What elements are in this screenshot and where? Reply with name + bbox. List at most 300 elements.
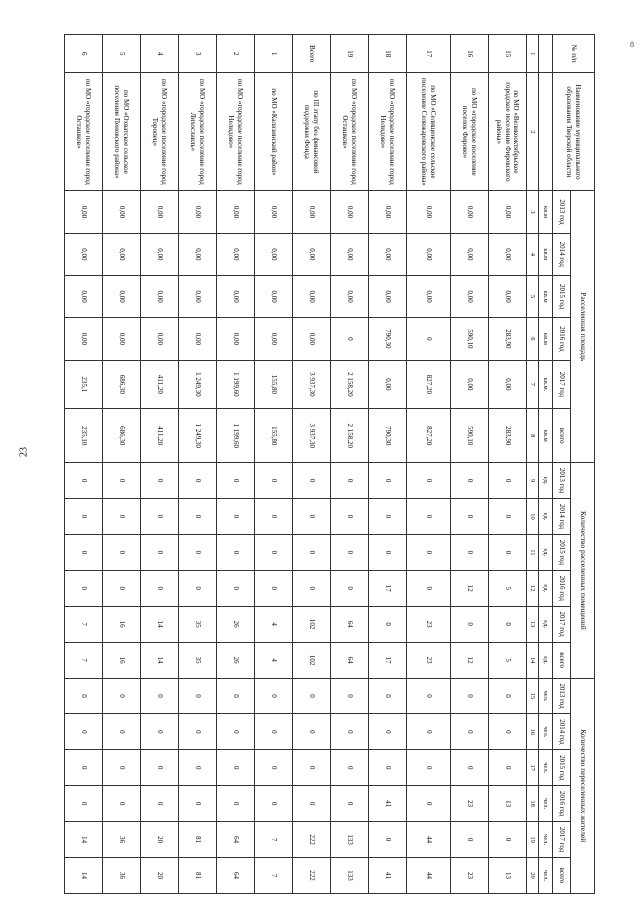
header-year: 2015 год <box>553 750 571 786</box>
table-row <box>255 35 293 894</box>
value-cell: 0,00 <box>217 191 255 233</box>
value-cell: 0 <box>331 678 369 714</box>
unit-cell: кв.м <box>539 409 553 463</box>
value-cell: 0 <box>179 499 217 535</box>
unit-cell: кв.м <box>539 191 553 233</box>
header-group-residents: Количество переселенных жителей <box>571 678 595 893</box>
value-cell: 64 <box>217 822 255 858</box>
municipality-name: по МО «городское поселение город Лихославль» <box>179 73 217 191</box>
value-cell: 590,10 <box>451 318 489 360</box>
value-cell: 14 <box>65 858 103 894</box>
value-cell: 0 <box>489 606 527 642</box>
table-row <box>407 35 451 894</box>
value-cell: 0 <box>369 606 407 642</box>
column-number: 8 <box>527 409 539 463</box>
unit-cell: чел. <box>539 822 553 858</box>
value-cell: 0 <box>293 678 331 714</box>
municipality-name: по МО «городское поселение город Осташков» <box>331 73 369 191</box>
value-cell: 0,00 <box>179 275 217 317</box>
row-number: 2 <box>217 35 255 73</box>
row-number: 4 <box>141 35 179 73</box>
value-cell: 0,00 <box>489 360 527 409</box>
value-cell: 0,00 <box>255 191 293 233</box>
value-cell: 0 <box>217 678 255 714</box>
value-cell: 2 158,20 <box>331 409 369 463</box>
value-cell: 0 <box>255 678 293 714</box>
value-cell: 3 937,30 <box>293 409 331 463</box>
value-cell: 0 <box>489 714 527 750</box>
unit-cell: кв.м <box>539 275 553 317</box>
value-cell: 827,20 <box>407 409 451 463</box>
value-cell: 0 <box>293 570 331 606</box>
value-cell: 23 <box>407 642 451 678</box>
value-cell: 0 <box>451 499 489 535</box>
header-year: 2016 год <box>553 570 571 606</box>
value-cell: 0 <box>217 463 255 499</box>
value-cell: 0 <box>331 786 369 822</box>
column-number: 17 <box>527 750 539 786</box>
value-cell: 81 <box>179 822 217 858</box>
header-year: всего <box>553 642 571 678</box>
header-year: 2014 год <box>553 233 571 275</box>
value-cell: 0,00 <box>331 191 369 233</box>
value-cell: 0,00 <box>141 318 179 360</box>
value-cell: 0 <box>407 750 451 786</box>
value-cell: 0,00 <box>407 233 451 275</box>
unit-cell: ед. <box>539 534 553 570</box>
value-cell: 0 <box>141 678 179 714</box>
unit-cell-empty <box>539 35 553 73</box>
table-row <box>103 35 141 894</box>
table-row <box>451 35 489 894</box>
value-cell: 0,00 <box>407 275 451 317</box>
row-number: 17 <box>407 35 451 73</box>
municipality-name: по III этапу без финансовой поддержки Фонда <box>293 73 331 191</box>
header-year: 2015 год <box>553 275 571 317</box>
value-cell: 0 <box>331 318 369 360</box>
header-year: 2017 год <box>553 822 571 858</box>
column-number: 7 <box>527 360 539 409</box>
value-cell: 0 <box>65 499 103 535</box>
value-cell: 0 <box>141 534 179 570</box>
value-cell: 0,00 <box>65 233 103 275</box>
value-cell: 155,80 <box>255 409 293 463</box>
column-number: 4 <box>527 233 539 275</box>
header-row-column-numbers <box>527 35 539 894</box>
value-cell: 20 <box>141 822 179 858</box>
value-cell: 20 <box>141 858 179 894</box>
row-number: 1 <box>255 35 293 73</box>
value-cell: 0,00 <box>489 275 527 317</box>
value-cell: 0 <box>407 786 451 822</box>
value-cell: 411,20 <box>141 409 179 463</box>
value-cell: 0 <box>293 499 331 535</box>
unit-cell: чел. <box>539 786 553 822</box>
value-cell: 4 <box>255 642 293 678</box>
value-cell: 0 <box>141 570 179 606</box>
value-cell: 0 <box>65 750 103 786</box>
value-cell: 35 <box>179 642 217 678</box>
value-cell: 0 <box>369 822 407 858</box>
value-cell: 0 <box>255 499 293 535</box>
value-cell: 0 <box>407 463 451 499</box>
header-year: 2013 год <box>553 678 571 714</box>
value-cell: 0 <box>217 714 255 750</box>
value-cell: 0,00 <box>103 275 141 317</box>
column-number: 3 <box>527 191 539 233</box>
column-number: 20 <box>527 858 539 894</box>
value-cell: 0,00 <box>451 360 489 409</box>
value-cell: 0 <box>451 463 489 499</box>
value-cell: 0 <box>489 678 527 714</box>
value-cell: 0,00 <box>369 275 407 317</box>
value-cell: 17 <box>369 642 407 678</box>
value-cell: 0 <box>103 570 141 606</box>
value-cell: 0 <box>217 750 255 786</box>
column-number: 12 <box>527 570 539 606</box>
value-cell: 0 <box>103 786 141 822</box>
value-cell: 0 <box>407 714 451 750</box>
value-cell: 0,00 <box>103 318 141 360</box>
value-cell: 0,00 <box>179 191 217 233</box>
value-cell: 0,00 <box>331 275 369 317</box>
value-cell: 0 <box>103 499 141 535</box>
value-cell: 0 <box>293 534 331 570</box>
value-cell: 0 <box>103 750 141 786</box>
value-cell: 36 <box>103 822 141 858</box>
value-cell: 16 <box>103 606 141 642</box>
row-number: 16 <box>451 35 489 73</box>
municipality-name: по МО «городское поселение город Торопец» <box>141 73 179 191</box>
value-cell: 0,00 <box>451 275 489 317</box>
value-cell: 0,00 <box>217 275 255 317</box>
value-cell: 0 <box>65 534 103 570</box>
column-number: 11 <box>527 534 539 570</box>
value-cell: 81 <box>179 858 217 894</box>
row-number: 19 <box>331 35 369 73</box>
value-cell: 0,00 <box>179 318 217 360</box>
value-cell: 7 <box>65 642 103 678</box>
value-cell: 0 <box>65 714 103 750</box>
municipality-name: по МО «городское поселение поселок Фирово» <box>451 73 489 191</box>
value-cell: 0 <box>331 714 369 750</box>
value-cell: 133 <box>331 822 369 858</box>
value-cell: 0 <box>369 534 407 570</box>
value-cell: 0,00 <box>369 360 407 409</box>
header-name: Наименование муниципального образования Тверской области <box>553 73 595 191</box>
column-number: 5 <box>527 275 539 317</box>
value-cell: 41 <box>369 786 407 822</box>
value-cell: 0,00 <box>141 233 179 275</box>
page-number: 23 <box>18 447 30 457</box>
value-cell: 0,00 <box>141 191 179 233</box>
value-cell: 0 <box>293 714 331 750</box>
value-cell: 0 <box>179 463 217 499</box>
value-cell: 0 <box>141 786 179 822</box>
value-cell: 0 <box>369 714 407 750</box>
value-cell: 0 <box>141 463 179 499</box>
value-cell: 16 <box>103 642 141 678</box>
value-cell: 0,00 <box>293 191 331 233</box>
value-cell: 0,00 <box>255 275 293 317</box>
column-number: 2 <box>527 73 539 191</box>
value-cell: 0 <box>451 822 489 858</box>
value-cell: 686,30 <box>103 409 141 463</box>
column-number: 10 <box>527 499 539 535</box>
column-number: 9 <box>527 463 539 499</box>
value-cell: 0 <box>407 678 451 714</box>
value-cell: 0 <box>369 678 407 714</box>
value-cell: 0 <box>141 499 179 535</box>
unit-cell: ед. <box>539 499 553 535</box>
value-cell: 26 <box>217 642 255 678</box>
value-cell: 0 <box>255 714 293 750</box>
unit-cell-empty <box>539 73 553 191</box>
table-row <box>65 35 103 894</box>
value-cell: 222 <box>293 858 331 894</box>
header-year: всего <box>553 858 571 894</box>
value-cell: 64 <box>331 642 369 678</box>
row-number: 3 <box>179 35 217 73</box>
value-cell: 1 249,30 <box>179 360 217 409</box>
value-cell: 0 <box>141 714 179 750</box>
rotated-table-container <box>35 34 595 894</box>
value-cell: 0 <box>451 714 489 750</box>
unit-cell: чел. <box>539 750 553 786</box>
value-cell: 0 <box>217 534 255 570</box>
header-group-premises: Количество расселенных помещений <box>571 463 595 678</box>
value-cell: 0 <box>179 678 217 714</box>
value-cell: 0 <box>293 463 331 499</box>
row-number: 5 <box>103 35 141 73</box>
value-cell: 44 <box>407 822 451 858</box>
value-cell: 827,20 <box>407 360 451 409</box>
value-cell: 23 <box>451 786 489 822</box>
value-cell: 0 <box>451 606 489 642</box>
value-cell: 64 <box>217 858 255 894</box>
value-cell: 411,20 <box>141 360 179 409</box>
value-cell: 0 <box>65 570 103 606</box>
value-cell: 102 <box>293 606 331 642</box>
value-cell: 0 <box>331 750 369 786</box>
header-year: 2013 год <box>553 191 571 233</box>
value-cell: 4 <box>255 606 293 642</box>
value-cell: 0,00 <box>65 318 103 360</box>
value-cell: 0,00 <box>255 233 293 275</box>
table-row <box>179 35 217 894</box>
value-cell: 0 <box>255 463 293 499</box>
table-row <box>331 35 369 894</box>
municipality-name: по МО «городское поселение город Нелидово» <box>369 73 407 191</box>
header-row-units <box>539 35 553 894</box>
row-number: Всего <box>293 35 331 73</box>
row-number: 6 <box>65 35 103 73</box>
value-cell: 0,00 <box>331 233 369 275</box>
value-cell: 0 <box>451 678 489 714</box>
value-cell: 0 <box>103 678 141 714</box>
value-cell: 12 <box>451 570 489 606</box>
header-group-area: Расселенная площадь <box>571 191 595 463</box>
value-cell: 0 <box>293 786 331 822</box>
value-cell: 0 <box>407 499 451 535</box>
value-cell: 1 249,30 <box>179 409 217 463</box>
header-year: всего <box>553 409 571 463</box>
unit-cell: чел. <box>539 858 553 894</box>
corner-mark: 8 <box>630 40 634 49</box>
value-cell: 14 <box>65 822 103 858</box>
value-cell: 0 <box>489 750 527 786</box>
unit-cell: кв.м <box>539 233 553 275</box>
value-cell: 0 <box>489 534 527 570</box>
value-cell: 0 <box>141 750 179 786</box>
unit-cell: ед. <box>539 642 553 678</box>
value-cell: 0 <box>217 786 255 822</box>
value-cell: 0 <box>179 786 217 822</box>
value-cell: 0,00 <box>293 275 331 317</box>
column-number: 18 <box>527 786 539 822</box>
value-cell: 36 <box>103 858 141 894</box>
value-cell: 0,00 <box>407 191 451 233</box>
value-cell: 0 <box>451 534 489 570</box>
value-cell: 235,10 <box>65 409 103 463</box>
value-cell: 12 <box>451 642 489 678</box>
value-cell: 13 <box>489 858 527 894</box>
table-row <box>293 35 331 894</box>
column-number: 15 <box>527 678 539 714</box>
value-cell: 0 <box>103 463 141 499</box>
value-cell: 235,1 <box>65 360 103 409</box>
value-cell: 0 <box>179 570 217 606</box>
value-cell: 0,00 <box>217 318 255 360</box>
value-cell: 13 <box>489 786 527 822</box>
municipality-name: по МО «Селищенское сельское поселение Селижаровского района» <box>407 73 451 191</box>
value-cell: 0,00 <box>255 318 293 360</box>
value-cell: 1 199,60 <box>217 360 255 409</box>
unit-cell: ед. <box>539 463 553 499</box>
value-cell: 0 <box>255 534 293 570</box>
value-cell: 790,30 <box>369 318 407 360</box>
value-cell: 0 <box>65 786 103 822</box>
unit-cell: чел. <box>539 714 553 750</box>
value-cell: 0 <box>369 499 407 535</box>
unit-cell: ед. <box>539 606 553 642</box>
value-cell: 0,00 <box>489 191 527 233</box>
value-cell: 0 <box>331 570 369 606</box>
value-cell: 222 <box>293 822 331 858</box>
value-cell: 0 <box>407 570 451 606</box>
value-cell: 0 <box>331 534 369 570</box>
value-cell: 2 158,20 <box>331 360 369 409</box>
value-cell: 7 <box>255 858 293 894</box>
unit-cell: ед. <box>539 570 553 606</box>
value-cell: 0 <box>179 714 217 750</box>
value-cell: 1 199,60 <box>217 409 255 463</box>
value-cell: 0 <box>103 534 141 570</box>
header-year: 2017 год <box>553 606 571 642</box>
value-cell: 0 <box>489 499 527 535</box>
value-cell: 0 <box>255 786 293 822</box>
table-row <box>369 35 407 894</box>
value-cell: 590,10 <box>451 409 489 463</box>
value-cell: 0 <box>103 714 141 750</box>
unit-cell: кв.м. <box>539 360 553 409</box>
value-cell: 0 <box>369 750 407 786</box>
unit-cell: чел. <box>539 678 553 714</box>
value-cell: 686,30 <box>103 360 141 409</box>
value-cell: 26 <box>217 606 255 642</box>
value-cell: 133 <box>331 858 369 894</box>
value-cell: 3 937,30 <box>293 360 331 409</box>
value-cell: 0,00 <box>65 191 103 233</box>
column-number: 16 <box>527 714 539 750</box>
table-row <box>141 35 179 894</box>
value-cell: 5 <box>489 570 527 606</box>
header-year: 2016 год <box>553 786 571 822</box>
value-cell: 790,30 <box>369 409 407 463</box>
municipality-name: по МО «Калязинский район» <box>255 73 293 191</box>
value-cell: 0,00 <box>489 233 527 275</box>
value-cell: 23 <box>451 858 489 894</box>
value-cell: 0 <box>331 499 369 535</box>
value-cell: 0,00 <box>293 233 331 275</box>
value-cell: 23 <box>407 606 451 642</box>
value-cell: 0,00 <box>451 191 489 233</box>
value-cell: 0,00 <box>141 275 179 317</box>
value-cell: 0 <box>293 750 331 786</box>
value-cell: 14 <box>141 606 179 642</box>
column-number: 19 <box>527 822 539 858</box>
value-cell: 0 <box>255 570 293 606</box>
unit-cell: кв.м <box>539 318 553 360</box>
header-no: № п/п <box>553 35 595 73</box>
value-cell: 0 <box>489 463 527 499</box>
value-cell: 283,90 <box>489 318 527 360</box>
value-cell: 44 <box>407 858 451 894</box>
municipality-name: по МО «городское поселение город Нелидово» <box>217 73 255 191</box>
municipality-name: по МО «Великооктябрьское городское поселение Фировского района» <box>489 73 527 191</box>
value-cell: 0 <box>217 499 255 535</box>
value-cell: 283,90 <box>489 409 527 463</box>
column-number: 6 <box>527 318 539 360</box>
value-cell: 0 <box>407 318 451 360</box>
table-row <box>217 35 255 894</box>
column-number: 1 <box>527 35 539 73</box>
value-cell: 7 <box>65 606 103 642</box>
value-cell: 0,00 <box>369 233 407 275</box>
header-year: 2015 год <box>553 534 571 570</box>
municipality-name: по МО «Охватское сельское поселение Пеновского района» <box>103 73 141 191</box>
value-cell: 0 <box>451 750 489 786</box>
value-cell: 35 <box>179 606 217 642</box>
value-cell: 41 <box>369 858 407 894</box>
value-cell: 0 <box>179 750 217 786</box>
value-cell: 64 <box>331 606 369 642</box>
table-row <box>489 35 527 894</box>
municipality-name: по МО «городское поселение город Осташков» <box>65 73 103 191</box>
header-year: 2017 год <box>553 360 571 409</box>
header-year: 2016 год <box>553 318 571 360</box>
value-cell: 0,00 <box>217 233 255 275</box>
value-cell: 0,00 <box>103 191 141 233</box>
value-cell: 0,00 <box>179 233 217 275</box>
value-cell: 0 <box>217 570 255 606</box>
value-cell: 0,00 <box>293 318 331 360</box>
value-cell: 0,00 <box>103 233 141 275</box>
header-year: 2013 год <box>553 463 571 499</box>
header-year: 2014 год <box>553 499 571 535</box>
row-number: 15 <box>489 35 527 73</box>
value-cell: 17 <box>369 570 407 606</box>
